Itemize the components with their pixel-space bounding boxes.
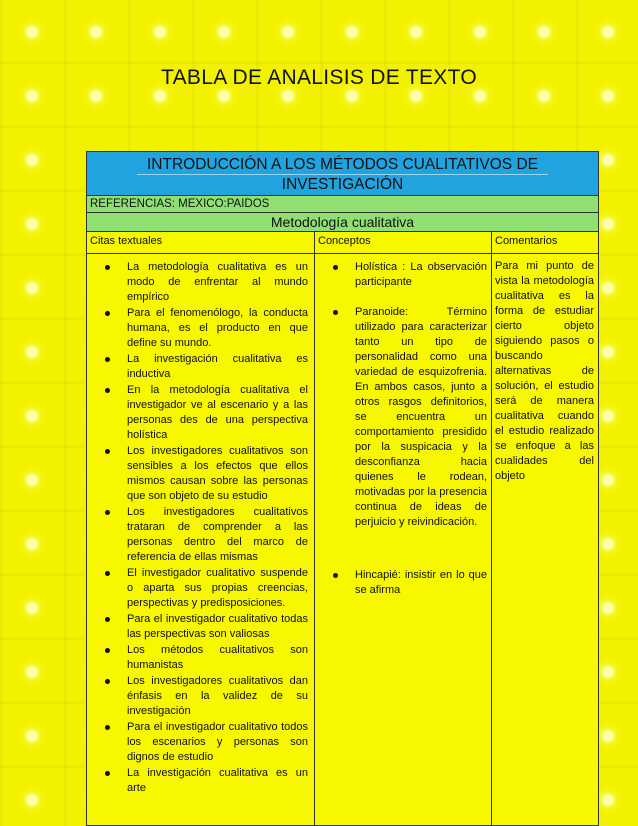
references-row: REFERENCIAS: MEXICO:PAIDOS <box>87 196 598 213</box>
page-title: TABLA DE ANALISIS DE TEXTO <box>161 66 477 89</box>
analysis-table <box>86 151 599 826</box>
citas-cell <box>87 254 315 825</box>
list-item: Holística : La observación participante <box>355 261 487 288</box>
list-item: Los investigadores cualitativos son sensibles a los efectos que ellos mismos causan sobre las personas que son objeto de su estudio <box>127 445 308 502</box>
col-header-citas: Citas textuales <box>87 232 315 254</box>
list-item: Los métodos cualitativos son humanistas <box>127 644 308 671</box>
list-item: Los investigadores cualitativos dan énfasis en la validez de su investigación <box>127 675 308 717</box>
list-item: La investigación cualitativa es inductiva <box>127 353 308 380</box>
comentarios-cell <box>492 254 598 825</box>
list-item: Los investigadores cualitativos trataran de comprender a las personas dentro del marco de referencia de ellas mismas <box>127 506 308 563</box>
heading-line-2: INVESTIGACIÓN <box>137 174 548 194</box>
list-item: Paranoide: Término utilizado para caracterizar tanto un tipo de personalidad como una variedad de esquizofrenia. En ambos casos, junto a otros rasgos definitorios, se encuentra un comportamiento presidido por la suspicacia y la desconfianza hacia quienes le rodean, motivadas por la presencia continua de ideas de perjuicio y reivindicación. <box>355 306 487 528</box>
list-item: El investigador cualitativo suspende o aparta sus propias creencias, perspectivas y predisposiciones. <box>127 567 308 609</box>
col-header-conceptos: Conceptos <box>315 232 492 254</box>
list-item: Para el fenomenólogo, la conducta humana, es el producto en que define su mundo. <box>127 307 308 349</box>
citas-list <box>87 254 314 796</box>
col-header-comentarios: Comentarios <box>492 232 598 254</box>
list-item: Hincapié: insistir en lo que se afirma <box>355 569 487 596</box>
table-heading <box>87 152 598 196</box>
methodology-row: Metodología cualitativa <box>87 213 598 232</box>
table-body <box>87 254 598 825</box>
list-item: Para el investigador cualitativo todas las perspectivas son valiosas <box>127 613 308 640</box>
conceptos-list <box>315 254 491 598</box>
list-item: La investigación cualitativa es un arte <box>127 767 308 794</box>
list-item: En la metodología cualitativa el investigador ve al escenario y a las personas des de una perspectiva holística <box>127 384 308 441</box>
list-item: La metodología cualitativa es un modo de enfrentar al mundo empírico <box>127 261 308 303</box>
list-item: Para el investigador cualitativo todos los escenarios y personas son dignos de estudio <box>127 721 308 763</box>
heading-line-1: INTRODUCCIÓN A LOS MÉTODOS CUALITATIVOS DE <box>146 156 538 173</box>
comment-text: Para mi punto de vista la metodología cualitativa es la forma de estudiar cierto objeto siguiendo pasos o buscando alternativas de solución, el estudio será de manera cualitativa cuando el estudio realizado se enfoque a las cualidades del objeto <box>495 260 594 482</box>
column-headers <box>87 232 598 254</box>
conceptos-cell <box>315 254 492 825</box>
